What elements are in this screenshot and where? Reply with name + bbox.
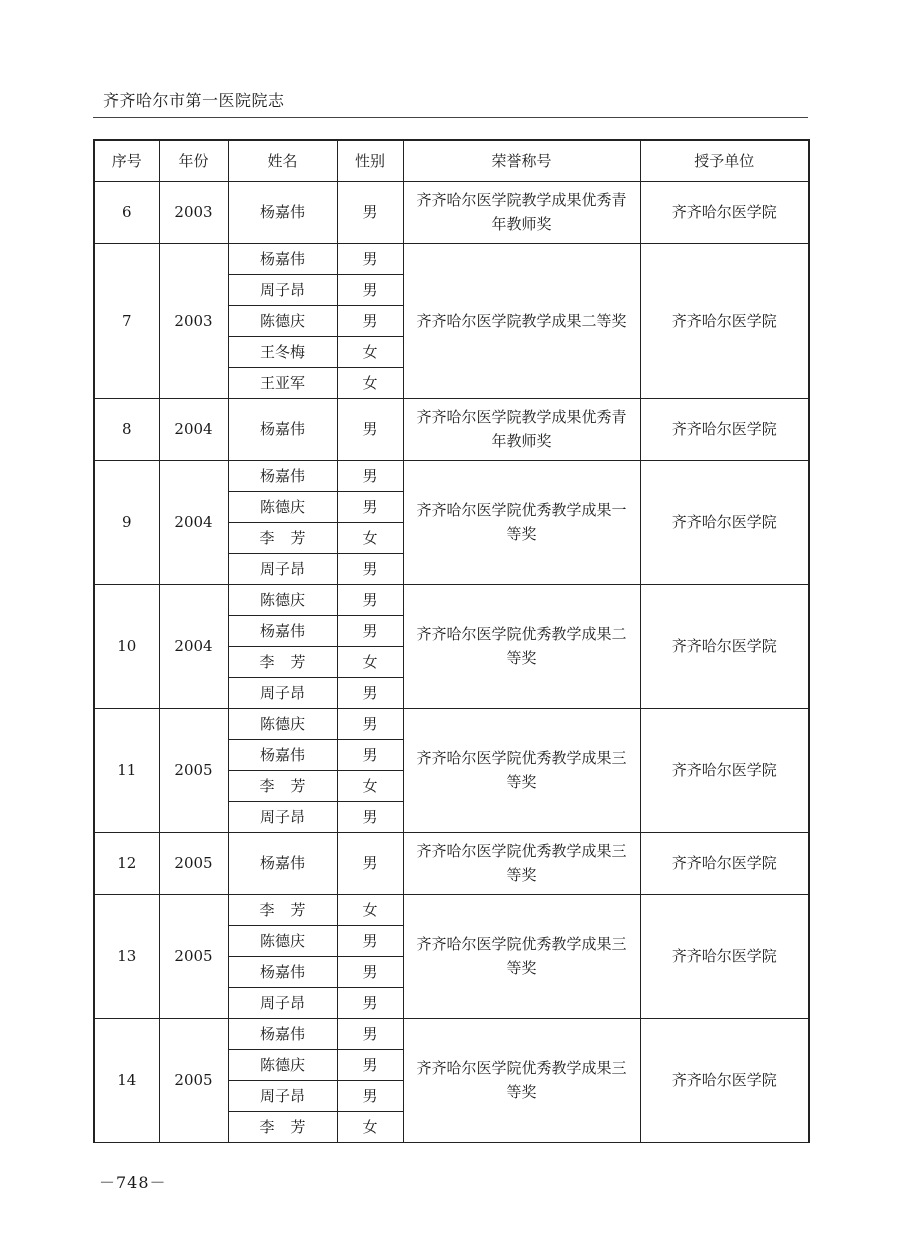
cell-honor-title: 齐齐哈尔医学院优秀教学成果二等奖 [403,584,640,708]
cell-name: 杨嘉伟 [228,739,337,770]
cell-honor-title: 齐齐哈尔医学院优秀教学成果三等奖 [403,832,640,894]
cell-sex: 男 [337,584,403,615]
header-cell-unit: 授予单位 [640,140,809,181]
cell-name: 陈德庆 [228,708,337,739]
cell-year: 2004 [159,460,228,584]
cell-unit: 齐齐哈尔医学院 [640,181,809,243]
cell-year: 2004 [159,584,228,708]
cell-sex: 女 [337,522,403,553]
cell-name: 杨嘉伟 [228,181,337,243]
cell-name: 周子昂 [228,987,337,1018]
cell-sex: 男 [337,956,403,987]
cell-name: 陈德庆 [228,305,337,336]
table-row [94,398,809,460]
header-cell-title: 荣誉称号 [403,140,640,181]
table-row [94,894,809,925]
cell-unit: 齐齐哈尔医学院 [640,708,809,832]
cell-name: 陈德庆 [228,1049,337,1080]
running-head-title: 齐齐哈尔市第一医院院志 [103,91,285,110]
cell-name: 李芳 [228,770,337,801]
cell-sex: 男 [337,460,403,491]
cell-name: 李芳 [228,646,337,677]
cell-no: 10 [94,584,159,708]
cell-unit: 齐齐哈尔医学院 [640,460,809,584]
cell-name: 杨嘉伟 [228,243,337,274]
header-cell-name: 姓名 [228,140,337,181]
cell-name: 李芳 [228,894,337,925]
cell-honor-title: 齐齐哈尔医学院优秀教学成果一等奖 [403,460,640,584]
cell-year: 2005 [159,894,228,1018]
cell-unit: 齐齐哈尔医学院 [640,243,809,398]
cell-sex: 男 [337,615,403,646]
table-row [94,708,809,739]
cell-name: 杨嘉伟 [228,460,337,491]
cell-sex: 女 [337,646,403,677]
honors-table [93,139,810,1143]
cell-honor-title: 齐齐哈尔医学院教学成果优秀青年教师奖 [403,181,640,243]
cell-sex: 女 [337,770,403,801]
table-row [94,243,809,274]
cell-unit: 齐齐哈尔医学院 [640,584,809,708]
cell-no: 9 [94,460,159,584]
cell-name: 周子昂 [228,677,337,708]
header-cell-sex: 性别 [337,140,403,181]
cell-unit: 齐齐哈尔医学院 [640,398,809,460]
cell-honor-title: 齐齐哈尔医学院优秀教学成果三等奖 [403,894,640,1018]
cell-sex: 男 [337,739,403,770]
cell-name: 杨嘉伟 [228,956,337,987]
cell-sex: 男 [337,274,403,305]
cell-sex: 男 [337,1049,403,1080]
cell-sex: 男 [337,987,403,1018]
table-row [94,181,809,243]
cell-year: 2005 [159,832,228,894]
cell-sex: 男 [337,181,403,243]
cell-name: 周子昂 [228,553,337,584]
cell-no: 14 [94,1018,159,1142]
cell-sex: 男 [337,801,403,832]
cell-no: 8 [94,398,159,460]
cell-sex: 女 [337,367,403,398]
table-body [94,181,809,1142]
cell-honor-title: 齐齐哈尔医学院教学成果二等奖 [403,243,640,398]
table-row [94,584,809,615]
cell-sex: 女 [337,1111,403,1142]
cell-no: 12 [94,832,159,894]
cell-sex: 男 [337,1080,403,1111]
cell-name: 周子昂 [228,274,337,305]
cell-name: 陈德庆 [228,584,337,615]
cell-sex: 男 [337,1018,403,1049]
cell-name: 王亚军 [228,367,337,398]
cell-name: 李芳 [228,522,337,553]
cell-name: 杨嘉伟 [228,1018,337,1049]
cell-honor-title: 齐齐哈尔医学院优秀教学成果三等奖 [403,708,640,832]
cell-name: 陈德庆 [228,925,337,956]
cell-name: 陈德庆 [228,491,337,522]
cell-honor-title: 齐齐哈尔医学院优秀教学成果三等奖 [403,1018,640,1142]
cell-name: 杨嘉伟 [228,615,337,646]
cell-sex: 男 [337,832,403,894]
page-number: －748－ [99,1173,167,1192]
cell-year: 2004 [159,398,228,460]
cell-name: 周子昂 [228,801,337,832]
cell-sex: 男 [337,305,403,336]
cell-no: 6 [94,181,159,243]
cell-sex: 男 [337,398,403,460]
header-cell-year: 年份 [159,140,228,181]
cell-year: 2003 [159,243,228,398]
cell-year: 2005 [159,1018,228,1142]
table-row [94,1018,809,1049]
table-row [94,460,809,491]
cell-sex: 女 [337,336,403,367]
cell-sex: 男 [337,491,403,522]
cell-sex: 男 [337,925,403,956]
cell-year: 2005 [159,708,228,832]
cell-unit: 齐齐哈尔医学院 [640,1018,809,1142]
cell-sex: 男 [337,553,403,584]
cell-no: 7 [94,243,159,398]
cell-sex: 男 [337,677,403,708]
cell-name: 杨嘉伟 [228,832,337,894]
header-rule [93,117,808,118]
cell-unit: 齐齐哈尔医学院 [640,894,809,1018]
cell-no: 11 [94,708,159,832]
cell-name: 王冬梅 [228,336,337,367]
cell-honor-title: 齐齐哈尔医学院教学成果优秀青年教师奖 [403,398,640,460]
cell-sex: 男 [337,243,403,274]
cell-name: 李芳 [228,1111,337,1142]
table-header-row [94,140,809,181]
table-row [94,832,809,894]
cell-name: 周子昂 [228,1080,337,1111]
header-cell-no: 序号 [94,140,159,181]
cell-sex: 男 [337,708,403,739]
cell-sex: 女 [337,894,403,925]
cell-name: 杨嘉伟 [228,398,337,460]
cell-no: 13 [94,894,159,1018]
cell-year: 2003 [159,181,228,243]
cell-unit: 齐齐哈尔医学院 [640,832,809,894]
